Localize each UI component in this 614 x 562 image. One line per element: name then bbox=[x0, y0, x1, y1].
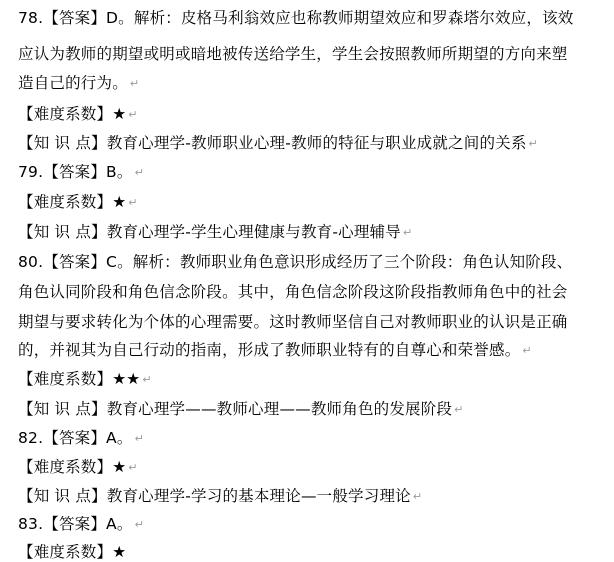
text-line-7: 【难度系数】★ ↵ bbox=[18, 193, 138, 211]
text-line-9: 80.【答案】C。解析：教师职业角色意识形成经历了三个阶段：角色认知阶段、 bbox=[18, 253, 573, 271]
paragraph-mark-icon: ↵ bbox=[412, 489, 423, 503]
text-line-6: 79.【答案】B。 ↵ bbox=[18, 163, 145, 181]
paragraph-mark-icon: ↵ bbox=[402, 225, 413, 239]
paragraph-mark-icon: ↵ bbox=[528, 136, 538, 150]
text-line-15: 82.【答案】A。 ↵ bbox=[18, 429, 144, 447]
paragraph-mark-icon: ↵ bbox=[454, 402, 464, 416]
text-line-19: 【难度系数】★ bbox=[18, 543, 127, 561]
paragraph-mark-icon: ↵ bbox=[134, 517, 144, 531]
paragraph-mark-icon: ↵ bbox=[128, 107, 138, 121]
paragraph-mark-icon: ↵ bbox=[128, 460, 138, 474]
text-line-2: 应认为教师的期望或明或暗地被传送给学生，学生会按照教师所期望的方向来塑 bbox=[18, 45, 568, 63]
text-line-8: 【知 识 点】教育心理学-学生心理健康与教育-心理辅导 ↵ bbox=[18, 223, 413, 241]
text-line-11: 期望与要求转化为个体的心理需要。这时教师坚信自己对教师职业的认识是正确 bbox=[18, 313, 568, 331]
paragraph-mark-icon: ↵ bbox=[142, 372, 152, 386]
text-line-10: 角色认同阶段和角色信念阶段。其中，角色信念阶段这阶段指教师角色中的社会 bbox=[18, 283, 568, 301]
text-line-17: 【知 识 点】教育心理学-学习的基本理论—一般学习理论 ↵ bbox=[18, 487, 423, 505]
text-line-14: 【知 识 点】教育心理学——教师心理——教师角色的发展阶段 ↵ bbox=[18, 400, 464, 418]
text-line-18: 83.【答案】A。 ↵ bbox=[18, 515, 144, 533]
paragraph-mark-icon: ↵ bbox=[134, 431, 144, 445]
text-line-4: 【难度系数】★ ↵ bbox=[18, 105, 138, 123]
text-line-12: 的，并视其为自己行动的指南，形成了教师职业特有的自尊心和荣誉感。 ↵ bbox=[18, 341, 532, 359]
text-line-5: 【知 识 点】教育心理学-教师职业心理-教师的特征与职业成就之间的关系 ↵ bbox=[18, 134, 538, 152]
text-line-16: 【难度系数】★ ↵ bbox=[18, 458, 138, 476]
text-line-1: 78.【答案】D。解析：皮格马利翁效应也称教师期望效应和罗森塔尔效应，该效 bbox=[18, 9, 574, 27]
text-line-3: 造自己的行为。 ↵ bbox=[18, 74, 140, 92]
paragraph-mark-icon: ↵ bbox=[128, 195, 138, 209]
paragraph-mark-icon: ↵ bbox=[134, 165, 145, 179]
paragraph-mark-icon: ↵ bbox=[129, 76, 140, 90]
paragraph-mark-icon: ↵ bbox=[522, 343, 532, 357]
text-line-13: 【难度系数】★★ ↵ bbox=[18, 370, 152, 388]
